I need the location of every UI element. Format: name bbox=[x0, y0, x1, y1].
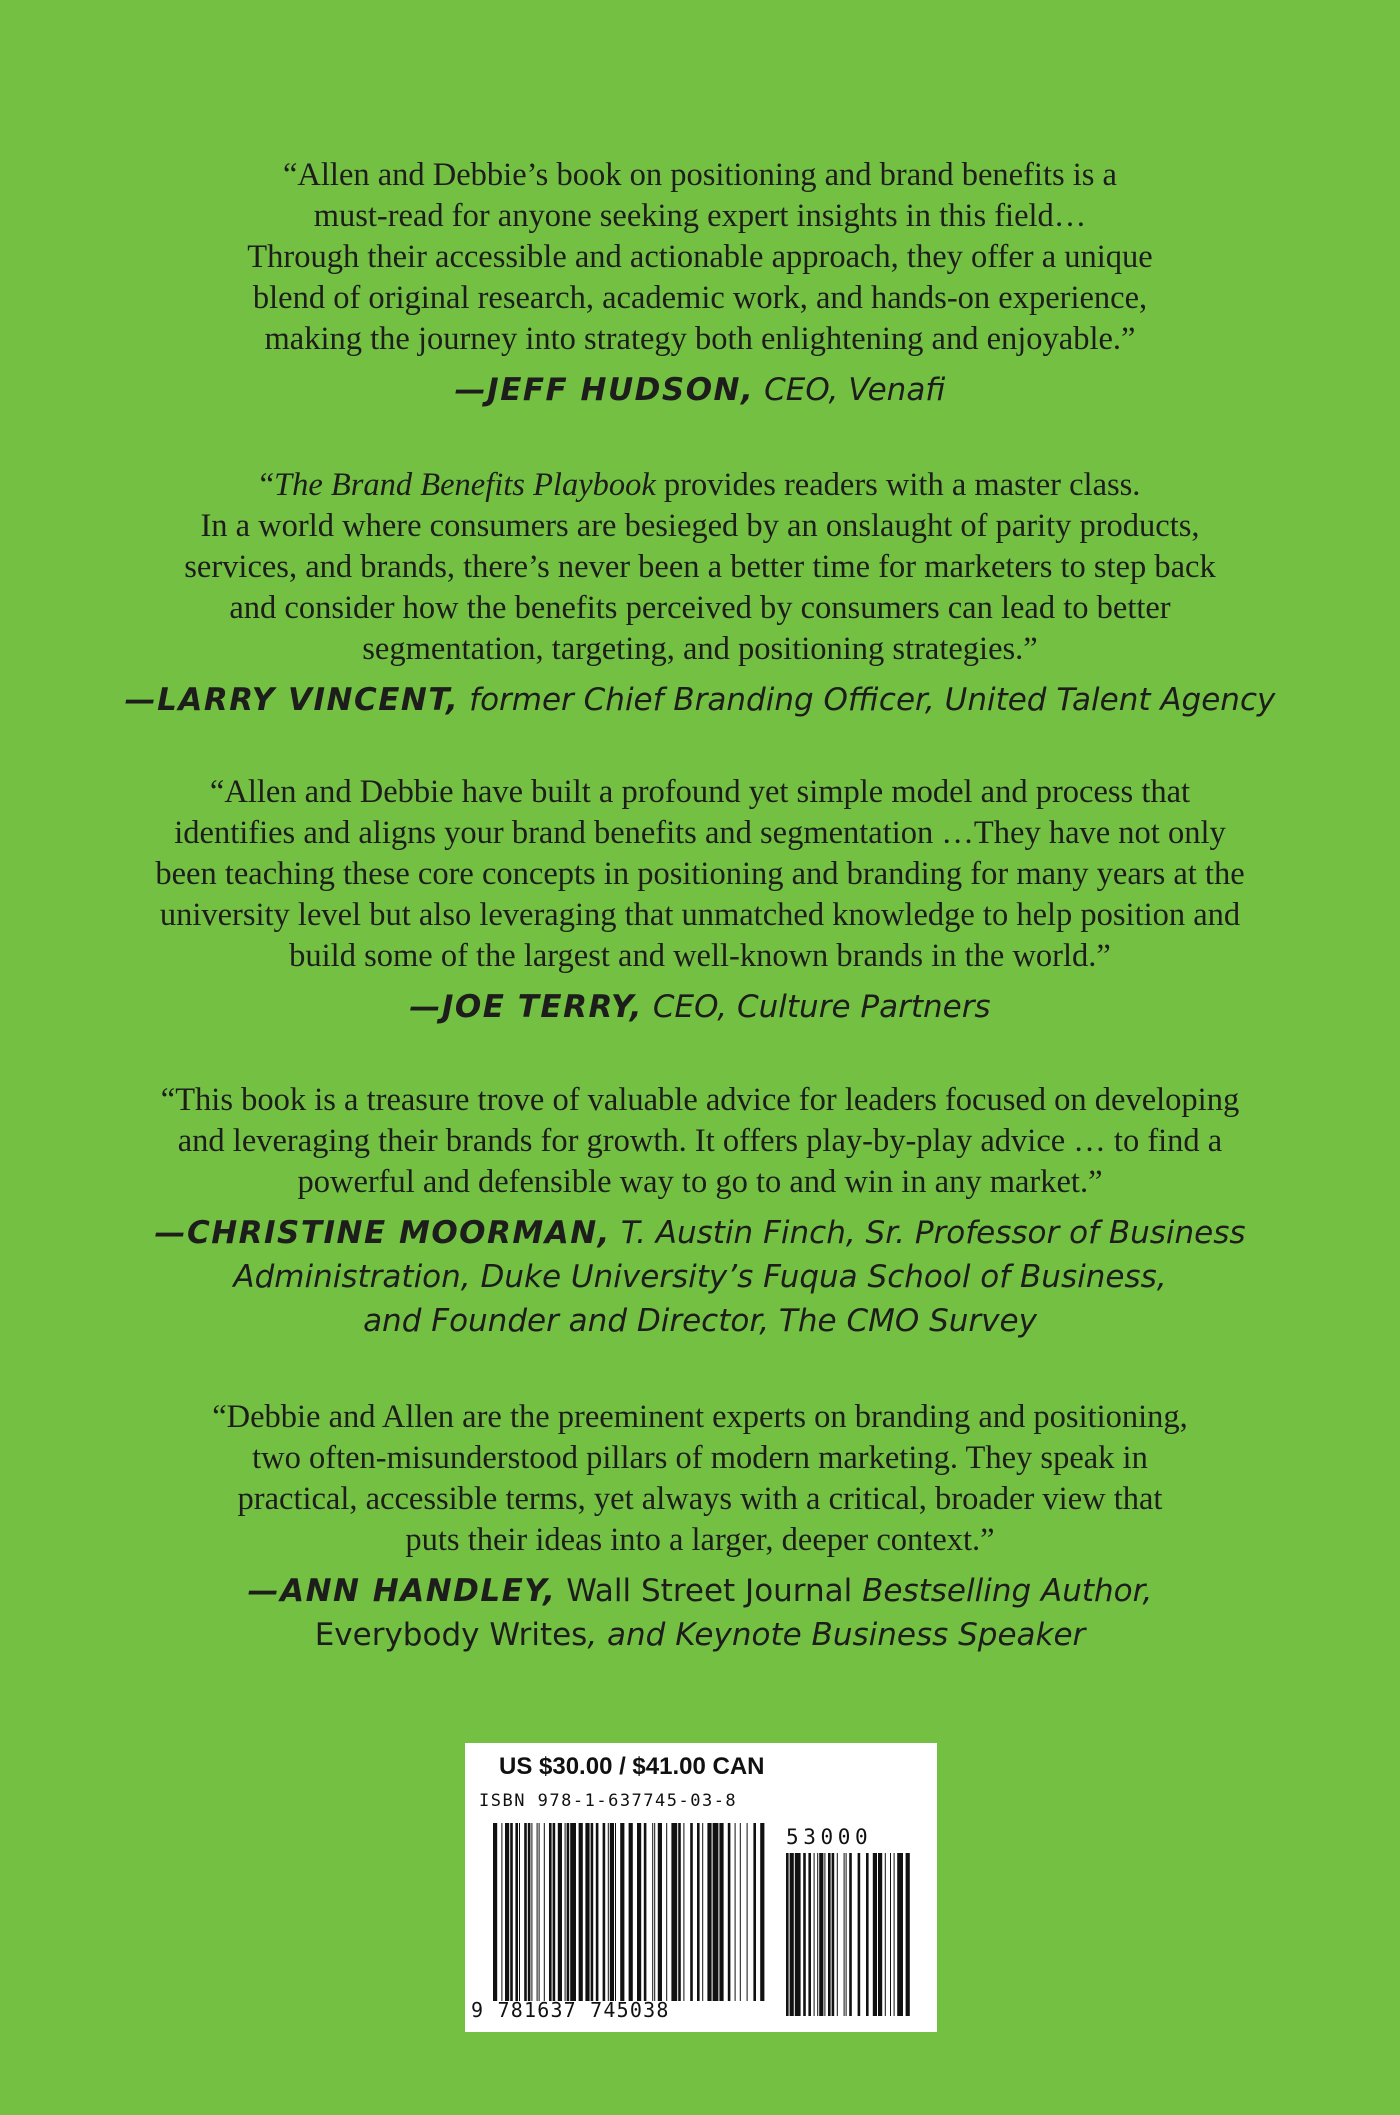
barcode-bar bbox=[906, 1853, 910, 2016]
barcode-bar bbox=[819, 1853, 823, 2016]
attribution-name: —CHRISTINE MOORMAN, bbox=[154, 1215, 611, 1251]
quote-text bbox=[0, 155, 1400, 360]
barcode-bar bbox=[846, 1853, 847, 2016]
blurb-larry-vincent bbox=[0, 465, 1400, 722]
barcode-panel bbox=[465, 1743, 937, 2032]
barcode-bar bbox=[719, 1823, 723, 2001]
quote-line: Through their accessible and actionable approach, they offer a unique bbox=[247, 239, 1153, 275]
attribution-name: —LARRY VINCENT, bbox=[124, 682, 460, 718]
barcode-bar bbox=[873, 1853, 877, 2016]
barcode-bar bbox=[537, 1823, 538, 2001]
attribution bbox=[0, 368, 1400, 412]
barcode-bar bbox=[553, 1823, 556, 2001]
barcode-bar bbox=[858, 1853, 861, 2016]
barcode-bar bbox=[890, 1853, 891, 2016]
attribution bbox=[0, 1569, 1400, 1657]
barcode-bar bbox=[837, 1853, 838, 2016]
barcode-bar bbox=[702, 1823, 703, 2001]
attribution-role: former Chief Branding Officer, United Talent Agency bbox=[459, 682, 1276, 718]
blurb-joe-terry bbox=[0, 772, 1400, 1029]
quote-line: blend of original research, academic work, and hands-on experience, bbox=[252, 280, 1148, 316]
barcode-bar bbox=[728, 1823, 731, 2001]
barcode-bar bbox=[828, 1853, 831, 2016]
quote-line: “This book is a treasure trove of valuable advice for leaders focused on developing bbox=[160, 1082, 1240, 1118]
barcode-bar bbox=[697, 1823, 700, 2001]
barcode-bar bbox=[786, 1853, 789, 2016]
attribution-role: T. Austin Finch, Sr. Professor of Business bbox=[610, 1215, 1246, 1251]
quote-line: and consider how the benefits perceived by consumers can lead to better bbox=[229, 590, 1171, 626]
barcode-bar bbox=[690, 1823, 693, 2001]
barcode-bar bbox=[683, 1823, 684, 2001]
barcode-bar bbox=[817, 1853, 818, 2016]
barcode-bar bbox=[740, 1823, 741, 2001]
book-title: Everybody Writes bbox=[314, 1617, 588, 1653]
barcode-bar bbox=[493, 1823, 497, 2001]
price-label: US $30.00 / $41.00 CAN bbox=[499, 1753, 765, 1780]
barcode-bar bbox=[531, 1823, 532, 2001]
addon-digits: 53000 bbox=[786, 1825, 873, 1849]
quote-line: making the journey into strategy both enlightening and enjoyable.” bbox=[264, 321, 1136, 357]
attribution-role: Administration, Duke University’s Fuqua School of Business, bbox=[233, 1259, 1167, 1295]
quote-line: practical, accessible terms, yet always with a critical, broader view that bbox=[237, 1481, 1163, 1517]
quote-line: “Allen and Debbie have built a profound yet simple model and process that bbox=[209, 774, 1191, 810]
barcode-bar bbox=[652, 1823, 653, 2001]
attribution-name: —ANN HANDLEY, bbox=[247, 1573, 557, 1609]
quote-line: been teaching these core concepts in positioning and branding for many years at the bbox=[155, 856, 1245, 892]
barcode-bar bbox=[866, 1853, 869, 2016]
barcode-bar bbox=[585, 1823, 589, 2001]
attribution bbox=[0, 678, 1400, 722]
barcode-bar bbox=[615, 1823, 616, 2001]
attribution-role: CEO, Culture Partners bbox=[643, 989, 991, 1025]
quote-text bbox=[0, 772, 1400, 977]
barcode-bar bbox=[894, 1853, 895, 2016]
quote-line: puts their ideas into a larger, deeper context.” bbox=[405, 1522, 995, 1558]
barcode-bar bbox=[808, 1853, 811, 2016]
attribution-role: , and Keynote Business Speaker bbox=[587, 1617, 1086, 1653]
quote-line: identifies and aligns your brand benefits and segmentation …They have not only bbox=[174, 815, 1226, 851]
barcode-bar bbox=[671, 1823, 677, 2001]
quote-line: In a world where consumers are besieged by an onslaught of parity products, bbox=[200, 508, 1200, 544]
barcode-bar bbox=[549, 1823, 552, 2001]
barcode-bar bbox=[790, 1853, 794, 2016]
barcode-bar bbox=[760, 1823, 764, 2001]
barcode-bar bbox=[591, 1823, 594, 2001]
barcode-bar bbox=[510, 1823, 513, 2001]
barcode-bar bbox=[603, 1823, 606, 2001]
barcode-bar bbox=[565, 1823, 566, 2001]
blurb-christine-moorman bbox=[0, 1080, 1400, 1343]
quote-line: powerful and defensible way to go to and win in any market.” bbox=[297, 1164, 1103, 1200]
attribution-role: Bestselling Author, bbox=[852, 1573, 1153, 1609]
barcode-bar bbox=[885, 1853, 886, 2016]
barcode-bar bbox=[707, 1823, 711, 2001]
quote-line: provides readers with a master class. bbox=[655, 467, 1141, 503]
barcode-bar bbox=[570, 1823, 576, 2001]
barcode-bar bbox=[637, 1823, 641, 2001]
barcode-bar bbox=[544, 1823, 545, 2001]
blurb-jeff-hudson bbox=[0, 155, 1400, 412]
barcode-bar bbox=[713, 1823, 719, 2001]
barcode-bar bbox=[878, 1853, 882, 2016]
quote-text bbox=[0, 465, 1400, 670]
barcode-bar bbox=[629, 1823, 633, 2001]
barcode-bar bbox=[849, 1853, 852, 2016]
barcode-bar bbox=[654, 1823, 655, 2001]
barcode-bar bbox=[844, 1853, 845, 2016]
barcode-bar bbox=[505, 1823, 509, 2001]
quote-line: build some of the largest and well-known brands in the world.” bbox=[289, 938, 1111, 974]
barcode-bar bbox=[519, 1823, 520, 2001]
barcode-bar bbox=[608, 1823, 609, 2001]
blurb-ann-handley bbox=[0, 1397, 1400, 1657]
publication-name: Wall Street Journal bbox=[556, 1573, 853, 1609]
quote-line: and leveraging their brands for growth. It offers play-by-play advice … to find a bbox=[177, 1123, 1223, 1159]
barcode-bar bbox=[558, 1823, 562, 2001]
barcode-bar bbox=[666, 1823, 667, 2001]
barcode-bar bbox=[897, 1853, 903, 2016]
quote-line: two often-misunderstood pillars of modern marketing. They speak in bbox=[252, 1440, 1148, 1476]
attribution-name: —JEFF HUDSON, bbox=[454, 372, 755, 408]
barcode-bar bbox=[596, 1823, 599, 2001]
quote-text bbox=[0, 1397, 1400, 1561]
barcode-icon bbox=[465, 1743, 937, 2032]
barcode-bar bbox=[644, 1823, 647, 2001]
barcode-bar bbox=[567, 1823, 570, 2001]
quote-line: “Debbie and Allen are the preeminent experts on branding and positioning, bbox=[212, 1399, 1188, 1435]
barcode-bar bbox=[610, 1823, 614, 2001]
barcode-bar bbox=[658, 1823, 662, 2001]
quote-line: university level but also leveraging that unmatched knowledge to help position and bbox=[159, 897, 1241, 933]
barcode-bar bbox=[620, 1823, 624, 2001]
barcode-bar bbox=[832, 1853, 835, 2016]
attribution bbox=[0, 1211, 1400, 1343]
barcode-bar bbox=[795, 1853, 801, 2016]
barcode-bar bbox=[753, 1823, 756, 2001]
barcode-bar bbox=[803, 1853, 806, 2016]
barcode-bar bbox=[579, 1823, 583, 2001]
barcode-bar bbox=[515, 1823, 518, 2001]
quote-text bbox=[0, 1080, 1400, 1203]
quote-line: segmentation, targeting, and positioning strategies.” bbox=[362, 631, 1038, 667]
book-title: The Brand Benefits Playbook bbox=[274, 467, 656, 503]
barcode-bar bbox=[528, 1823, 531, 2001]
barcode-bar bbox=[524, 1823, 527, 2001]
barcode-digits: 9 781637 745038 bbox=[471, 1998, 670, 2022]
attribution-role: and Founder and Director, The CMO Survey bbox=[363, 1303, 1037, 1339]
isbn-label: ISBN 978-1-637745-03-8 bbox=[479, 1791, 738, 1811]
quote-line: must-read for anyone seeking expert insights in this field… bbox=[313, 198, 1087, 234]
barcode-bar bbox=[735, 1823, 736, 2001]
barcode-bar bbox=[678, 1823, 681, 2001]
barcode-bar bbox=[747, 1823, 748, 2001]
quote-open-mark: “ bbox=[259, 467, 274, 503]
barcode-bar bbox=[539, 1823, 540, 2001]
attribution-name: —JOE TERRY, bbox=[409, 989, 644, 1025]
barcode-bar bbox=[824, 1853, 825, 2016]
barcode-bar bbox=[501, 1823, 502, 2001]
quote-line: services, and brands, there’s never been a better time for marketers to step back bbox=[184, 549, 1216, 585]
quote-line: “Allen and Debbie’s book on positioning and brand benefits is a bbox=[282, 157, 1117, 193]
barcode-bar bbox=[814, 1853, 815, 2016]
attribution bbox=[0, 985, 1400, 1029]
attribution-role: CEO, Venafi bbox=[754, 372, 946, 408]
